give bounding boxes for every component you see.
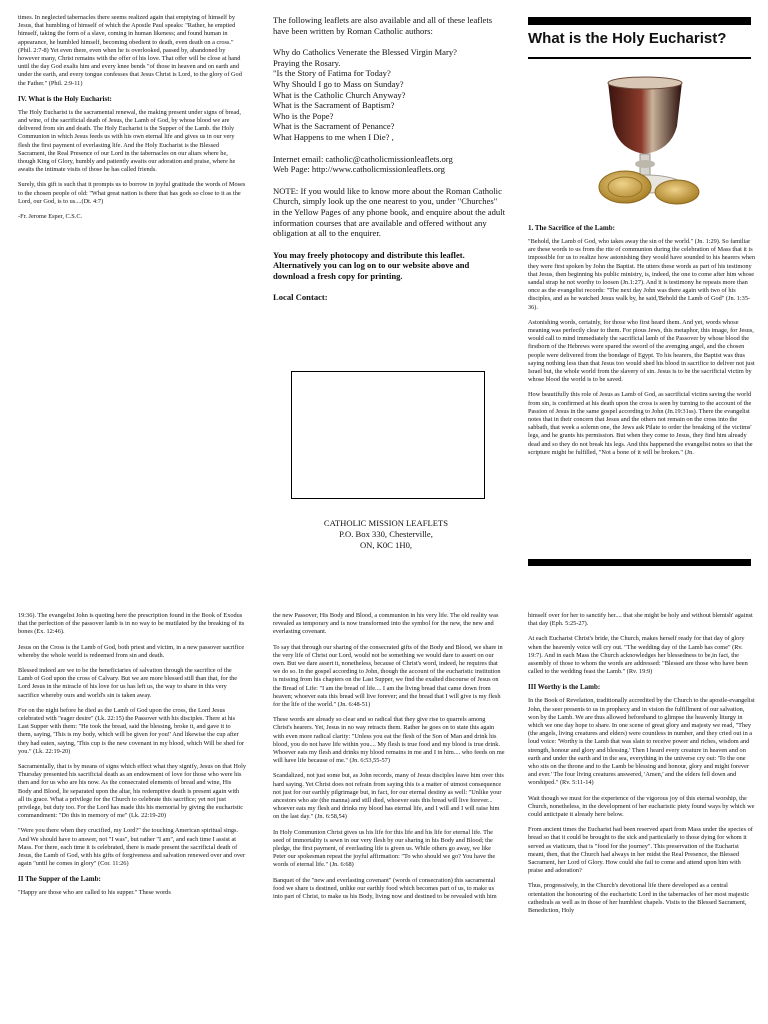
top-left-column bbox=[18, 14, 246, 334]
leaflet-list-item: What is the Catholic Church Anyway? bbox=[273, 89, 406, 100]
leaflets-intro: The following leaflets are also available and all of these leaflets have been written by Roman Catholic authors: bbox=[273, 15, 493, 36]
local-contact-box bbox=[291, 371, 485, 499]
body-paragraph: How beautifully this role of Jesus as Lamb of God, as sacrificial victim saving the world from sin, is confirmed at his death upon the cross is seen by turning to the account of the Passion of Jesus in the same gospel according to John (Jn.19:31ss). There the evangelist notes that in their concern that Jesus and the others not remain on the cross into the sabbath, that week a solemn one, the Jews ask Pilate to order the breaking of the victims' legs, and he grants his permission. But when they come to Jesus, they find him already dead and so they do not break his legs. And this happened the evangelist notes so that the scripture might be fulfilled, "Not a bone of it will be broken." (Jn. bbox=[528, 391, 753, 456]
leaflet-list-item: What is the Sacrament of Baptism? bbox=[273, 100, 395, 111]
bottom-left-column bbox=[18, 612, 246, 1024]
author-signature: -Fr. Jerome Esper, C.S.C. bbox=[18, 213, 83, 221]
po-box-line: P.O. Box 330, Chesterville, bbox=[339, 529, 433, 539]
body-paragraph: "Behold, the Lamb of God, who takes away the sin of the world." (Jn. 1:29). So familiar are these words to us from the rite of communion during the celebration of Mass that it is impossible for us to realize how astonishing they would have sounded to his hearers when they were first spoken by John the Baptist. He utters these words as part of his testimony that Jesus, then beginning his public ministry, is, indeed, the one to come after him whose sandal strap he not worthy to loosen (Jn.1:27). And it is testimony he repeats more than once as the evangelist records: "The next day John was there again with two of his disciples, and as he watched Jesus walk by, he said,'Behold the Lamb of God" (Jn. 1:35-36). bbox=[528, 238, 755, 311]
leaflet-list-item: Why do Catholics Venerate the Blessed Virgin Mary? bbox=[273, 47, 457, 58]
body-paragraph: Wait though we must for the experience of the vigorous joy of this eternal worship, the Church, nonetheless, in the development of her eucharistic piety found ways by which we could anticipate it already here below. bbox=[528, 794, 755, 819]
leaflet-list-item: What is the Sacrament of Penance? bbox=[273, 121, 395, 132]
body-paragraph: The Holy Eucharist is the sacramental renewal, the making present under signs of bread, and wine, of the sacrificial death of Jesus, the Lamb of God, by whose blood we are delivered from sin and death. The Holy Eucharist is the Supper of the Lamb. the Holy Communion in which Jesus feeds us with his own eternal life and gives us in our very flesh the first payment of everlasting life. And the Holy Eucharist is the Blessed Sacrament, the Real Presence of our Lord in the tabernacles on our altars where he, though King of Glory, humbly and patiently awaits our adoration and praise, where he awaits the intimate visits of those he has called friends. bbox=[18, 108, 241, 174]
body-paragraph: "Happy are those who are called to his supper." These words bbox=[18, 889, 171, 897]
section-heading: II The Supper of the Lamb: bbox=[18, 875, 101, 884]
organization-name: CATHOLIC MISSION LEAFLETS bbox=[323, 518, 449, 528]
province-line: ON, K0C 1H0, bbox=[359, 540, 413, 550]
title-wrap bbox=[528, 30, 754, 54]
body-paragraph: Scandalized, not just some but, as John records, many of Jesus disciples leave him over this hard saying. Yet Christ does not refrain from saying this is a matter of utmost consequence not just for our earthly pilgrimage but, in fact, for our eternal destiny as well: "Unlike your ancestors who ate (the manna) and still died, whoever eats this bread will live forever... whoever eats my flesh and drinks my blood has eternal life, and I will and I will raise him on the last day." (Jn. 6:58,54) bbox=[273, 772, 504, 821]
body-paragraph: Sacramentally, that is by means of signs which effect what they signify, Jesus on that Holy Thursday presented his sacrificial death as an endowment of love for those who were his then and for us who are his now. As the consecrated elements of bread and wine, His Body and Blood, lie separated upon the altar, his redemptive death is present again with all its grace. What a privilege for the Church to celebrate this sacrifice; yet not just privilege, but duty too. For the Lord has made this his memorial by giving the eucharistic commandment: "Do this in memory of me" (Lk. 22:19-20) bbox=[18, 763, 246, 820]
body-paragraph: In the Book of Revelation, traditionally accredited by the Church to the apostle-evangelist John, the seer presents to us in prophecy and in vision the fulfillment of our salvation, won by the Lamb. We are thus allowed beforehand to glimpse the heavenly liturgy in which we one day hope to share. In one scene of great glory and majesty we read, "They (the angels, living creatures and elders) were countless in number, and they cried out in a loud voice: 'Worthy is the Lamb that was slain to receive power and riches, wisdom and strength, honour and glory and blessing.' Then I heard every creature in heaven and on earth and under the earth and in the sea, everything in the universe cry out: 'To the one who sits on the throne and to the Lamb be blessing and honour, glory and might forever and ever.' The four living creatures answered, 'Amen,' and the elders fell down and worshiped." (Rv. 5:11-14) bbox=[528, 697, 755, 787]
body-paragraph: These words are already so clear and so radical that they give rise to quarrels among Christ's hearers. Yet, Jesus in no way retracts them. Rather he goes on to state this again with even more radical clarity: "Unless you eat the flesh of the Son of Man and drink his blood, you do not have life within you.... My flesh is true food and my blood is true drink. Whoever eats my flesh and drinks my blood remains in me and I in him.... who feeds on me will have life because of me." (Jn. 6:53,55-57) bbox=[273, 716, 505, 765]
chalice-host-image bbox=[575, 74, 720, 206]
leaflet-list-item: Why Should I go to Mass on Sunday? bbox=[273, 78, 404, 89]
bottom-middle-column bbox=[273, 612, 505, 1024]
intro-paragraph: times. In neglected tabernacles there seems realized again that emptying of himself by Jesus, that humbling of himself of which the Apostle Paul speaks: "Rather, he emptied himself, taking the form of a slave, coming in human likeness; and found human in appearance, he humbled himself, becoming obedient to death, even death on a cross." (Phil. 2:7-8) Yet even there, even when he is overlooked, passed by, abandoned by however many, Christ remains with the offer of his love. That offer will be close at hand until the day God exalts him and every knee bends "of those in heaven and on earth and under the earth, and every tongue confesses that Jesus Christ is Lord, to the glory of God the Father." (Phil. 2:9-11) bbox=[18, 14, 242, 87]
title-bottom-rule bbox=[528, 57, 751, 59]
leaflet-list-item: Who is the Pope? bbox=[273, 110, 334, 121]
body-paragraph: From ancient times the Eucharist had been reserved apart from Mass under the species of bread so that it could be brought to the sick and particularly to those dying for whom it served as viaticum, that is "food for the journey". This preservation of the Eucharist meant, then, that the Church had always in her midst the Real Presence, the Blessed Sacrament, her Lord of Glory. How could she fail to come and attend upon him with praise and adoration? bbox=[528, 826, 753, 875]
body-paragraph: the new Passover, His Body and Blood, a communion in his very life. The old reality was revealed as temporary and is now transformed into the symbol for the new, the new and everlasting covenant. bbox=[273, 612, 499, 636]
contact-email: Internet email: catholic@catholicmissionleaflets.org bbox=[273, 153, 453, 164]
local-contact-label: Local Contact: bbox=[273, 292, 328, 303]
body-paragraph: At each Eucharist Christ's bride, the Church, makes herself ready for that day of glory when the heavenly voice will cry out. "The wedding day of the Lamb has come" (Rv. 19:7). And in each Mass the Church acknowledges her blessedness to be,in fact, the assembly of those to whom the words are addressed: "Blessed are those who have been called to the wedding feast the Lamb." (Rv. 19:9) bbox=[528, 635, 748, 676]
section-heading: 1. The Sacrifice of the Lamb: bbox=[528, 224, 615, 232]
body-paragraph: In Holy Communion Christ gives us his life for this life and his life for eternal life. The seed of immortality is sewn in our very flesh by our sharing in his Body and Blood; the pledge, the first payment, of everlasting life is given us. While others go away, we like Peter our spokesman repeat the joyful affirmation: "To who should we go? You have the words of eternal life." (Jn. 6:68) bbox=[273, 828, 496, 869]
bottom-right-column bbox=[528, 612, 756, 1024]
title-top-rule bbox=[528, 17, 751, 25]
section-heading: IV. What is the Holy Eucharist: bbox=[18, 94, 112, 103]
body-paragraph: Surely, this gift is such that it prompts us to borrow in joyful gratitude the words of Moses to the chosen people of old: "What great nation is there that has gods so close to it as the Lord, our God, is to us....(Dt. 4:7) bbox=[18, 181, 246, 205]
note-paragraph: NOTE: If you would like to know more about the Roman Catholic Church, simply look up the one nearest to you, under "Churches" in the Yellow Pages of any phone book, and enquire about the adult information courses that are available and offered without any obligation at all to the enquirer. bbox=[273, 185, 505, 239]
top-right-column bbox=[528, 220, 756, 550]
leaflet-list-item: Praying the Rosary. bbox=[273, 57, 341, 68]
body-paragraph: Astonishing words, certainly, for those who first heard them. And yet, words whose meaning was perfectly clear to them. For pious Jews, this metaphor, this image, for Jesus, would call to mind immediately the sacrificial lamb of the Passover by whose blood the firstborn of the Hebrews were spared the sword of the avenging angel, and the chosen people were delivered from the bondage of Egypt. To his hearers, the Baptist was thus saying nothing less than that Jesus too would shed his blood in sacrifice to deliver not just Israel but, the whole world from the slavery of sin. Jesus is to be the sacrificial victim by whose blood the world is to be saved. bbox=[528, 318, 755, 384]
body-paragraph: Banquet of the "new and everlasting covenant" (words of consecration) this sacramental food we share is destined, unlike our earthly food which becomes part of us, to make us into part of Christ, to make us his Body, living now and destined to be revealed with him bbox=[273, 876, 497, 901]
leaflet-title: What is the Holy Eucharist? bbox=[528, 30, 727, 47]
body-paragraph: 19:36). The evangelist John is quoting here the prescription found in the Book of Exodus that the perfection of the passover lamb is in no way to be mutilated by the breaking of its bones (Ex. 12:46). bbox=[18, 612, 245, 636]
body-paragraph: Blessed indeed are we to be the beneficiaries of salvation through the sacrifice of the Lamb of God upon the cross of Calvary. But we are more blessed still than that, for the Lord Jesus in the miracle of his love for us has left us, the way to share in this very sacrifice whereby ours and world's sin is taken away. bbox=[18, 667, 238, 699]
chalice-icon bbox=[575, 74, 720, 206]
body-paragraph: For on the night before he died as the Lamb of God upon the cross, the Lord Jesus celebrated with "eager desire" (Lk. 22:15) the Passover with his disciples. There at his Last Supper with them: "He took the bread, said the blessing, broke it, and gave it to them, saying, 'This is my body, which will be given for you!' And likewise the cup after they had eaten, saying, 'This cup is the new covenant in my blood, which Will be shed for you." (Lk. 22:19-20) bbox=[18, 706, 245, 755]
contact-web-page: Web Page: http://www.catholicmissionleaflets.org bbox=[273, 164, 445, 175]
body-paragraph: himself over for her to sanctify her.... that she might be holy and without blemish' against that day (Eph. 5:25-27). bbox=[528, 612, 753, 628]
right-bottom-rule bbox=[528, 559, 751, 566]
leaflet-list-item: "Is the Story of Fatima for Today? bbox=[273, 68, 391, 79]
mailing-address bbox=[268, 518, 504, 562]
leaflet-list bbox=[273, 47, 505, 142]
body-paragraph: Thus, progressively, in the Church's devotional life there developed as a central orientation the honouring of the eucharistic Lord in the tabernacles of her most majestic cathedrals as well as in those of her humblest chapels. Visits to the Blessed Sacrament, Benediction, Holy bbox=[528, 882, 750, 915]
photocopy-notice: You may freely photocopy and distribute this leaflet. Alternatively you can log on to our website above and download a fresh copy for printing. bbox=[273, 249, 470, 281]
body-paragraph: Jesus on the Cross is the Lamb of God, both priest and victim, in a new passover sacrifice whereby the whole world is redeemed from sin and death. bbox=[18, 643, 245, 659]
section-heading: III Worthy is the Lamb: bbox=[528, 683, 601, 692]
body-paragraph: "Were you there when they crucified, my Lord?" the touching American spiritual sings. And We should have to answer, not "I was", but rather "I am", and each time I assist at Mass. For there, each time it is celebrated, there is made present the sacrificial death of Jesus, the Lamb of God, with his gifts of forgiveness and salvation renewed over and over again "until he comes in glory" (Cor. 11:26) bbox=[18, 827, 246, 868]
body-paragraph: To say that through our sharing of the consecrated gifts of the Body and Blood, we share in the very life of Christ our Lord, would not be something we would dare to assert on our own. But we dare assert it, nonetheless, because of Christ's word, indeed, he requires that we do so. In the gospel according to John, though the account of the eucharistic institution is missing from his chapters on the Last Supper, we find the exalted discourse of Jesus on the Bread of Life: "I am the bread of life.... I am the living bread that came down from heaven; whoever eats this bread will live forever; and the bread that I will give is my flesh for the life of the world." (Jn. 6:48-51) bbox=[273, 643, 503, 709]
leaflet-list-item: What Happens to me when I Die? , bbox=[273, 131, 394, 142]
